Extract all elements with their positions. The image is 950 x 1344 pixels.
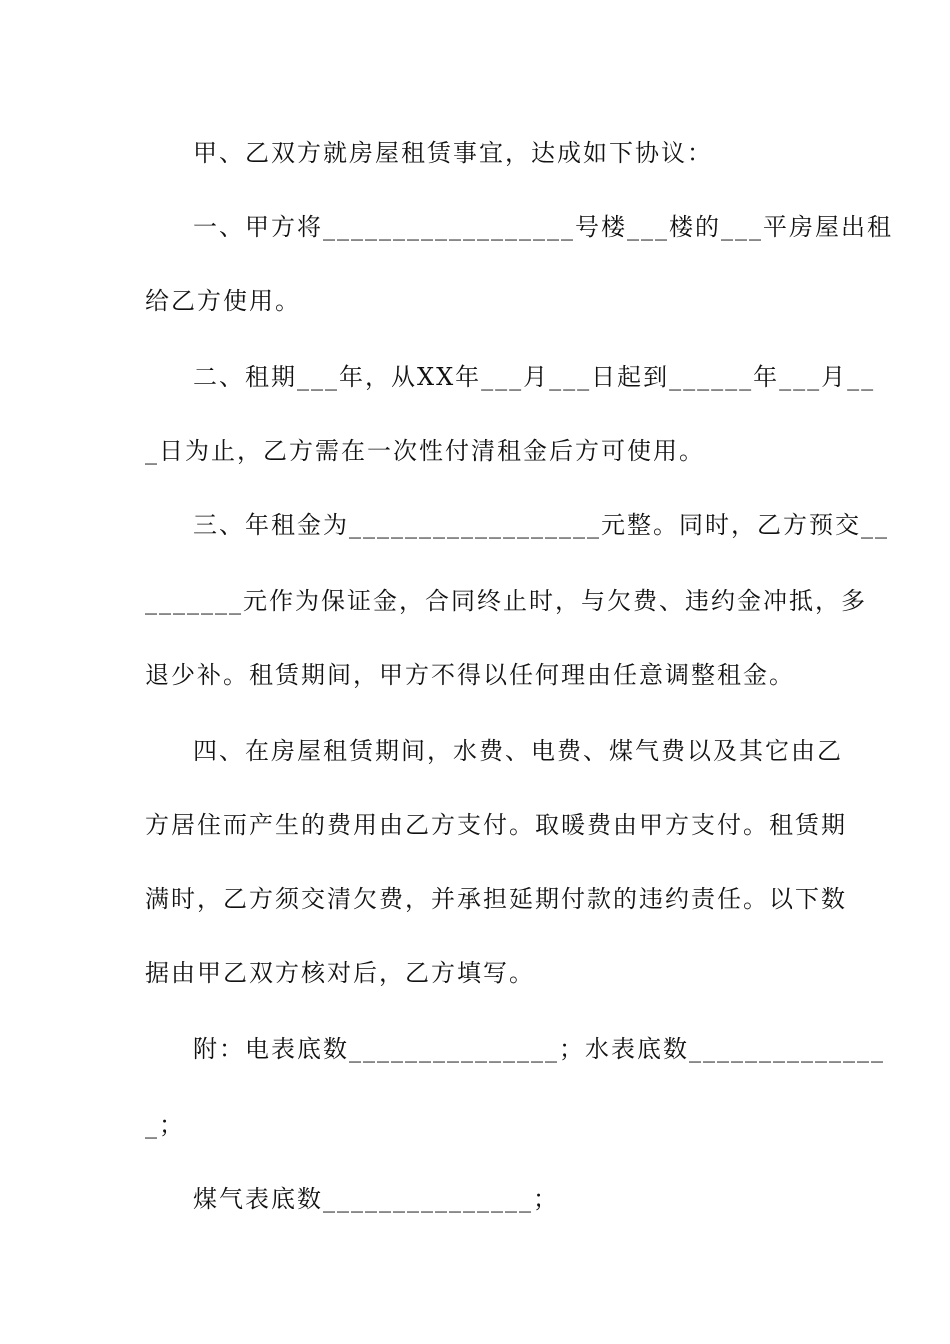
- clause-3-line-3: 退少补。租赁期间，甲方不得以任何理由任意调整租金。: [145, 661, 795, 689]
- clause-4-line-4: 据由甲乙双方核对后，乙方填写。: [145, 959, 535, 987]
- clause-1-line-2: 给乙方使用。: [145, 287, 301, 315]
- gas-meter-line: 煤气表底数_______________；: [193, 1185, 559, 1213]
- clause-4-line-3: 满时，乙方须交清欠费，并承担延期付款的违约责任。以下数: [145, 885, 847, 913]
- clause-2-line-1: 二、租期___年，从XX年___月___日起到______年___月__: [193, 363, 876, 391]
- appendix-line-1: 附：电表底数_______________；水表底数______________: [193, 1035, 885, 1063]
- clause-2-line-2: _日为止，乙方需在一次性付清租金后方可使用。: [145, 437, 705, 465]
- appendix-line-2: _；: [145, 1111, 185, 1139]
- clause-3-line-1: 三、年租金为__________________元整。同时，乙方预交__: [193, 511, 889, 539]
- clause-1-line-1: 一、甲方将__________________号楼___楼的___平房屋出租: [193, 213, 893, 241]
- clause-4-line-2: 方居住而产生的费用由乙方支付。取暖费由甲方支付。租赁期: [145, 811, 847, 839]
- clause-4-line-1: 四、在房屋租赁期间，水费、电费、煤气费以及其它由乙: [193, 737, 843, 765]
- intro-line: 甲、乙双方就房屋租赁事宜，达成如下协议：: [193, 139, 713, 167]
- clause-3-line-2: _______元作为保证金，合同终止时，与欠费、违约金冲抵，多: [145, 587, 867, 615]
